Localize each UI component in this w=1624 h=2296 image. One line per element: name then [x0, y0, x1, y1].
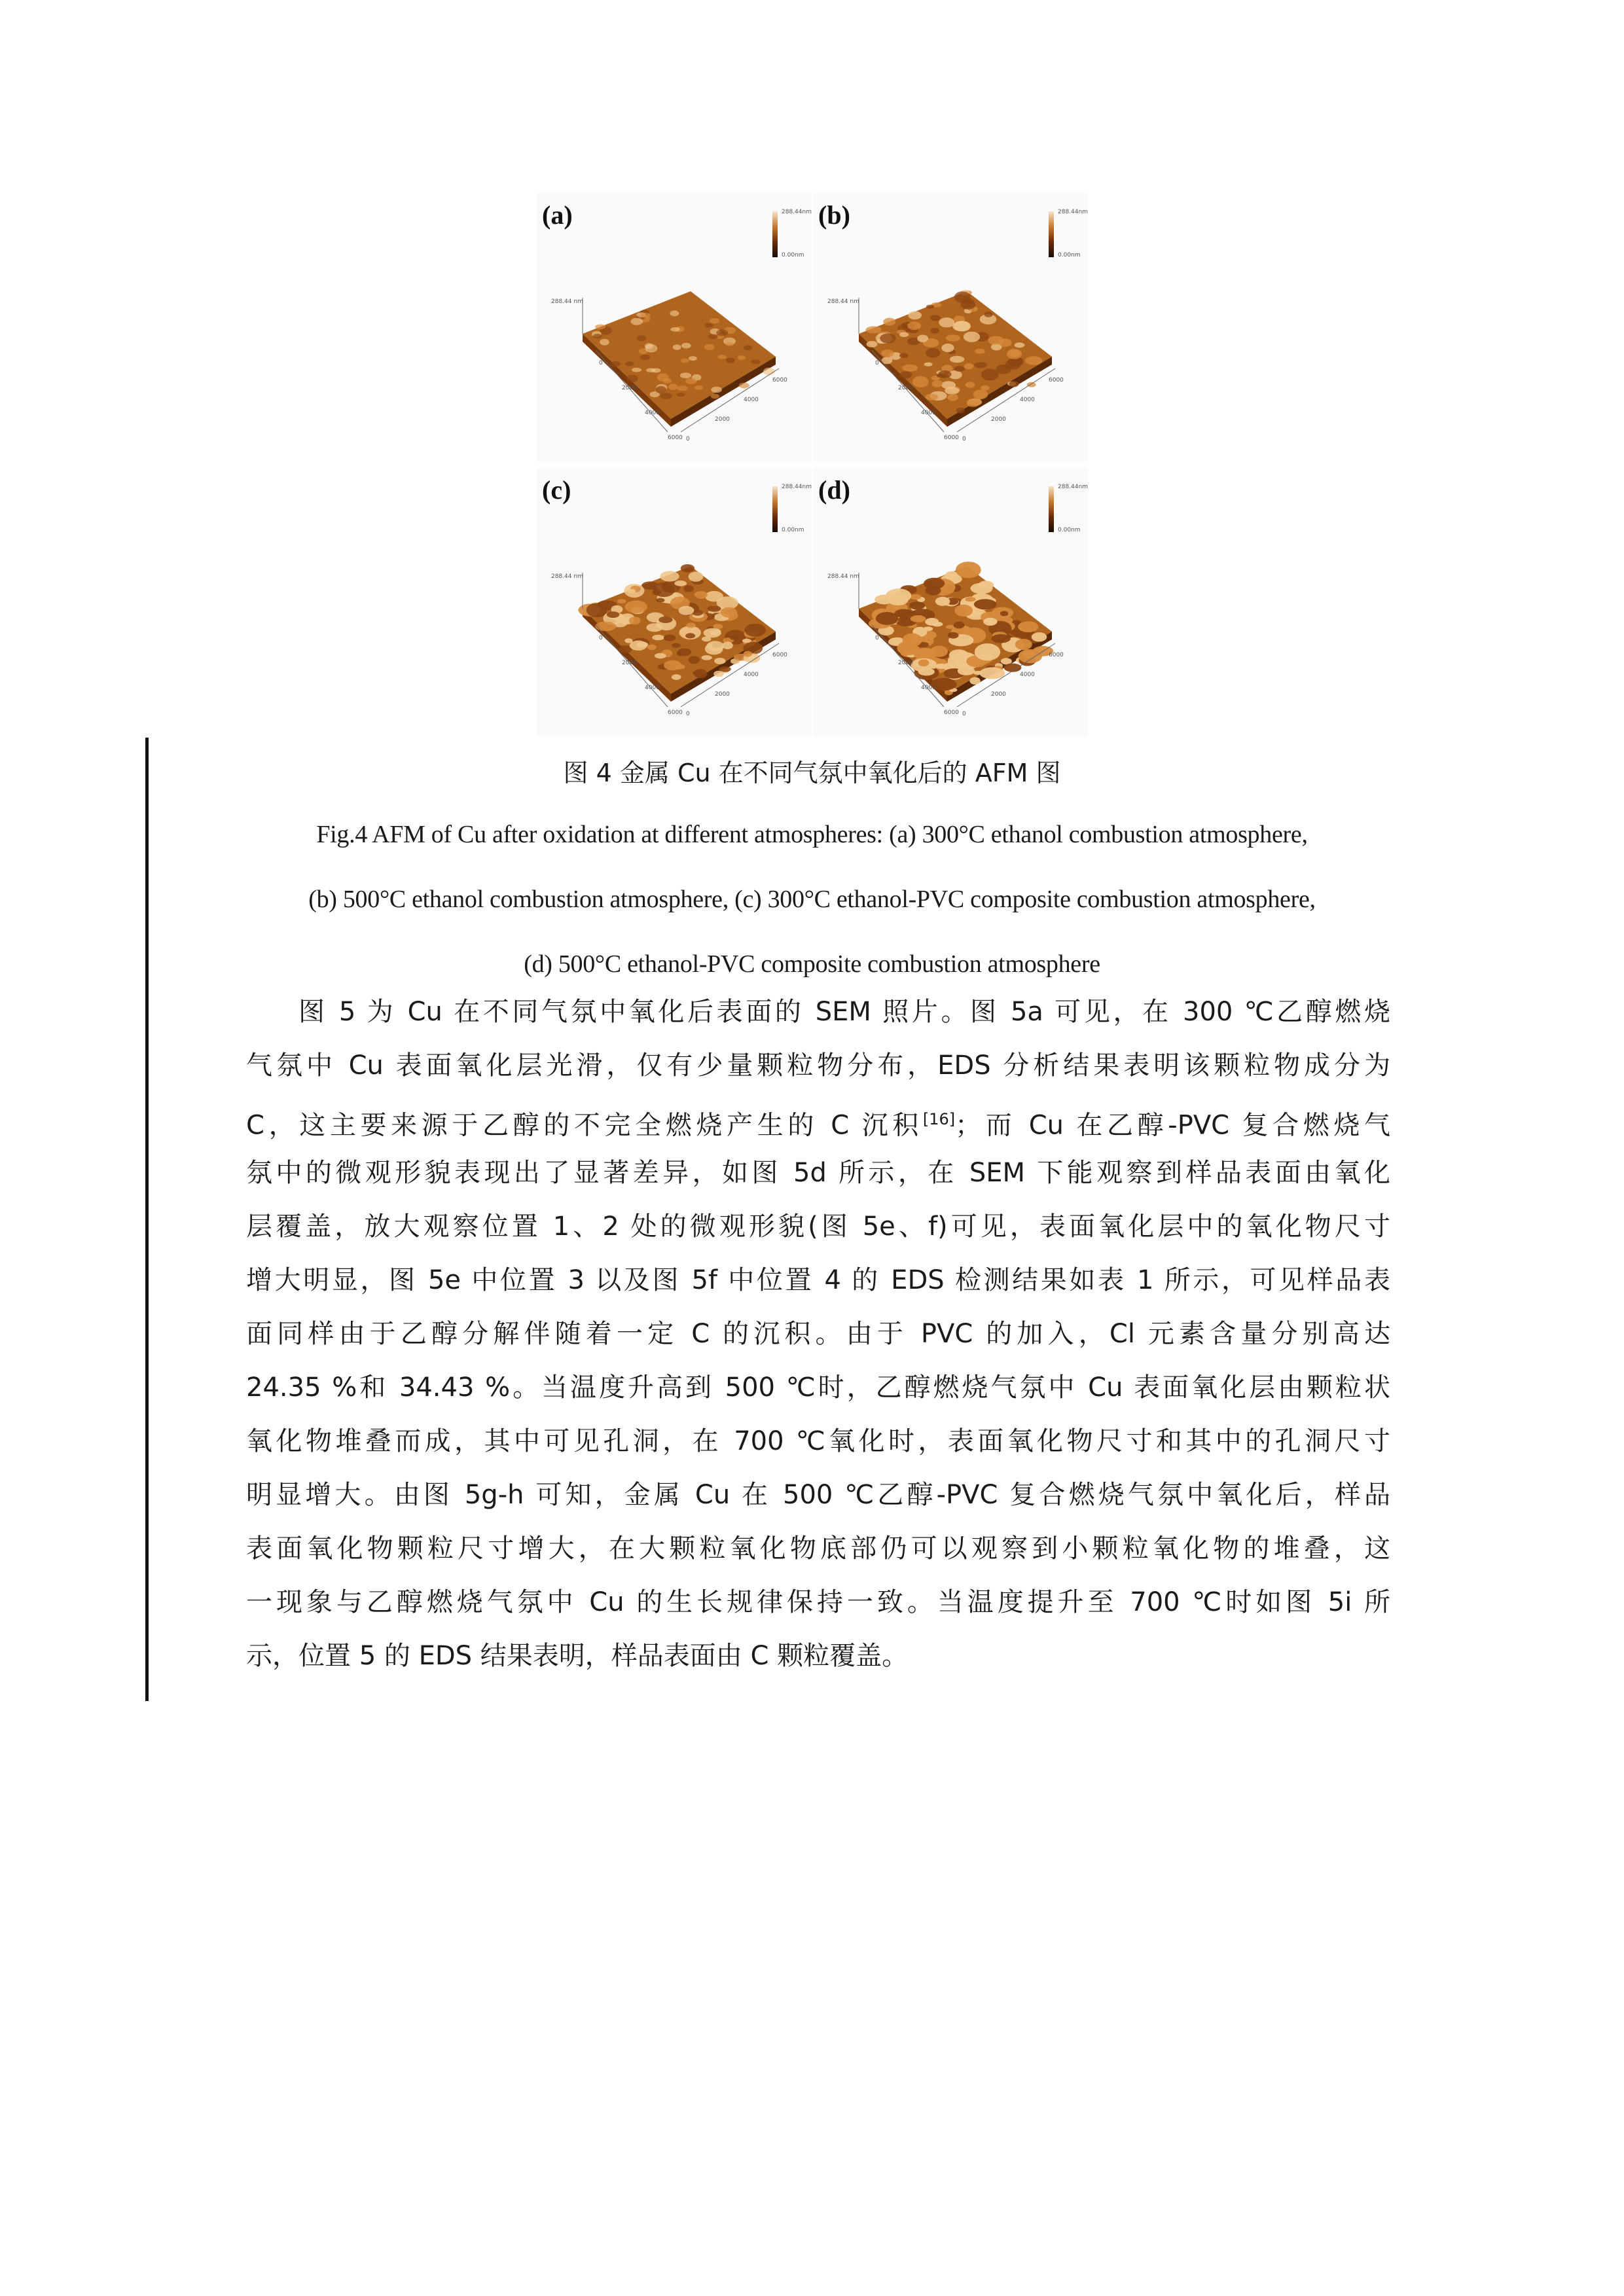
- afm-grain: [973, 389, 988, 399]
- colorbar-min: 0.00nm: [782, 527, 804, 533]
- afm-grain: [917, 335, 928, 342]
- y-tick-label: 6000: [668, 709, 683, 716]
- afm-grain: [670, 327, 680, 332]
- afm-panel-c: [537, 468, 812, 736]
- afm-grain: [704, 628, 721, 638]
- colorbar-max: 288.44nm: [1058, 484, 1088, 490]
- y-tick-label: 2000: [898, 660, 913, 666]
- afm-grain: [946, 625, 954, 629]
- paragraph-line: 氛中的微观形貌表现出了显著差异，如图 5d 所示，在 SEM 下能观察到样品表面由氧化: [246, 1158, 1390, 1188]
- afm-grain: [974, 362, 987, 368]
- afm-grain: [974, 599, 997, 609]
- afm-grain: [739, 383, 749, 389]
- afm-grain: [711, 394, 719, 399]
- afm-grain: [975, 349, 985, 354]
- afm-grain: [625, 361, 634, 366]
- afm-figure: [537, 193, 1088, 736]
- afm-grain: [704, 323, 713, 328]
- x-tick-label: 6000: [772, 652, 787, 658]
- afm-grain: [685, 633, 695, 638]
- afm-grain: [930, 328, 939, 334]
- paragraph-line: 氧化物堆叠而成，其中可见孔洞，在 700 ℃氧化时，表面氧化物尺寸和其中的孔洞尺寸: [246, 1426, 1390, 1456]
- afm-grain: [866, 326, 882, 333]
- afm-grain: [629, 617, 641, 624]
- afm-grain: [688, 656, 700, 664]
- paragraph-line: 面同样由于乙醇分解伴随着一定 C 的沉积。由于 PVC 的加入，Cl 元素含量分别高达: [246, 1319, 1390, 1349]
- afm-grain: [975, 643, 1000, 660]
- x-tick-label: 6000: [1049, 652, 1064, 658]
- y-tick-label: 0: [599, 635, 603, 641]
- afm-grain: [983, 618, 997, 626]
- afm-grain: [958, 666, 975, 675]
- x-tick-label: 4000: [1020, 672, 1035, 678]
- afm-grain: [721, 607, 737, 618]
- afm-grain: [1025, 356, 1042, 365]
- afm-grain: [632, 368, 641, 372]
- afm-grain: [979, 581, 994, 589]
- afm-grain: [903, 634, 922, 647]
- y-tick-label: 4000: [645, 410, 660, 416]
- afm-grain: [677, 649, 691, 656]
- x-tick-label: 6000: [1049, 377, 1064, 384]
- x-tick-label: 0: [962, 436, 966, 442]
- afm-grain: [689, 571, 704, 581]
- afm-grain: [984, 312, 993, 317]
- figure-caption-en-line1: Fig.4 AFM of Cu after oxidation at different atmospheres: (a) 300°C ethanol combustion atmosphere,: [316, 821, 1308, 848]
- afm-grain: [965, 382, 975, 387]
- z-axis-label: 288.44 nm: [551, 298, 583, 305]
- afm-grain: [630, 318, 643, 325]
- afm-grain: [1007, 349, 1022, 359]
- x-tick-label: 0: [686, 436, 690, 442]
- afm-grain: [996, 365, 1011, 374]
- x-tick-label: 2000: [991, 416, 1006, 423]
- afm-grain: [939, 317, 954, 327]
- afm-panel-b: [813, 193, 1088, 461]
- afm-grain: [713, 671, 723, 677]
- afm-grain: [1009, 381, 1019, 387]
- afm-grain: [641, 313, 651, 317]
- paragraph-text: C，这主要来源于乙醇的不完全燃烧产生的 C 沉积: [246, 1110, 923, 1141]
- paragraph-line: 表面氧化物颗粒尺寸增大，在大颗粒氧化物底部仍可以观察到小颗粒氧化物的堆叠，这: [246, 1534, 1390, 1564]
- afm-grain: [617, 599, 626, 603]
- afm-grain: [930, 315, 941, 321]
- afm-grain: [949, 649, 969, 661]
- panel-label-d: (d): [818, 475, 850, 505]
- afm-grain: [912, 376, 929, 387]
- afm-grain: [702, 655, 712, 660]
- paragraph-line: 一现象与乙醇燃烧气氛中 Cu 的生长规律保持一致。当温度提升至 700 ℃时如图 5i 所: [246, 1587, 1390, 1617]
- afm-panel-a: [537, 193, 812, 461]
- afm-grain: [628, 589, 636, 594]
- afm-grain: [707, 641, 725, 651]
- afm-grain: [685, 378, 696, 384]
- afm-grain: [653, 583, 675, 597]
- afm-grain: [935, 597, 950, 606]
- colorbar-min: 0.00nm: [1058, 252, 1081, 259]
- paragraph-line: 明显增大。由图 5g-h 可知，金属 Cu 在 500 ℃乙醇-PVC 复合燃烧气氛中氧化后，样品: [246, 1480, 1390, 1510]
- afm-grain: [626, 375, 638, 383]
- afm-grain: [925, 394, 938, 401]
- afm-grain: [679, 606, 695, 615]
- afm-grain: [918, 659, 929, 666]
- x-tick-label: 2000: [991, 691, 1006, 698]
- afm-grain: [725, 342, 734, 346]
- afm-grain: [981, 368, 999, 380]
- afm-grain: [716, 329, 728, 336]
- paragraph-line: 示，位置 5 的 EDS 结果表明，样品表面由 C 颗粒覆盖。: [246, 1641, 909, 1671]
- afm-grain: [1027, 382, 1036, 387]
- afm-grain: [1015, 639, 1032, 650]
- panel-label-b: (b): [818, 200, 850, 230]
- afm-grain: [670, 310, 679, 316]
- afm-grain: [899, 353, 909, 358]
- afm-surface-d: [813, 468, 1088, 736]
- afm-grain: [931, 646, 948, 657]
- z-axis-label: 288.44 nm: [551, 573, 583, 580]
- afm-grain: [677, 386, 688, 391]
- y-tick-label: 4000: [921, 685, 936, 691]
- x-tick-label: 0: [962, 711, 966, 717]
- y-tick-label: 0: [875, 635, 879, 641]
- afm-grain: [948, 632, 959, 639]
- afm-grain: [607, 611, 619, 618]
- afm-grain: [946, 334, 960, 341]
- afm-grain: [935, 664, 947, 669]
- paragraph-line: 气氛中 Cu 表面氧化层光滑，仅有少量颗粒物分布，EDS 分析结果表明该颗粒物成分为: [246, 1050, 1390, 1081]
- afm-grain: [683, 585, 694, 592]
- colorbar-max: 288.44nm: [782, 209, 812, 215]
- afm-grain: [593, 334, 602, 338]
- afm-grain: [941, 381, 956, 389]
- paragraph-line: 增大明显，图 5e 中位置 3 以及图 5f 中位置 4 的 EDS 检测结果如表 1 所示，可见样品表: [246, 1265, 1390, 1295]
- colorbar-min: 0.00nm: [782, 252, 804, 259]
- afm-grain: [1018, 621, 1038, 632]
- afm-grain: [646, 623, 662, 632]
- y-tick-label: 2000: [622, 385, 637, 391]
- afm-grain: [911, 594, 922, 600]
- afm-grain: [722, 641, 733, 649]
- x-tick-label: 4000: [1020, 397, 1035, 403]
- afm-surface-a: [537, 193, 812, 461]
- x-tick-label: 0: [686, 711, 690, 717]
- revision-change-bar: [145, 738, 149, 1701]
- afm-grain: [676, 664, 685, 670]
- x-tick-label: 4000: [744, 397, 759, 403]
- afm-surface-b: [813, 193, 1088, 461]
- paragraph-text: ；而 Cu 在乙醇-PVC 复合燃烧气: [955, 1110, 1390, 1141]
- afm-grain: [956, 562, 981, 578]
- afm-grain: [738, 355, 746, 360]
- afm-grain: [672, 674, 681, 680]
- afm-grain: [925, 586, 941, 595]
- afm-grain: [680, 372, 691, 378]
- afm-grain: [909, 601, 925, 609]
- afm-grain: [900, 371, 912, 378]
- afm-grain: [695, 591, 708, 599]
- afm-grain: [718, 355, 727, 359]
- afm-grain: [952, 578, 960, 582]
- paragraph-line: 24.35 %和 34.43 %。当温度升高到 500 ℃时，乙醇燃烧气氛中 Cu 表面氧化层由颗粒状: [246, 1372, 1390, 1403]
- afm-grain: [867, 341, 878, 348]
- afm-grain: [881, 350, 894, 357]
- afm-grain: [689, 356, 697, 361]
- afm-grain: [1032, 632, 1047, 641]
- afm-grain: [729, 635, 738, 640]
- afm-grain: [988, 336, 1003, 344]
- afm-grain: [655, 653, 666, 658]
- afm-grain: [965, 597, 976, 601]
- y-tick-label: 6000: [944, 709, 959, 716]
- afm-grain: [659, 617, 672, 623]
- afm-grain: [1015, 342, 1025, 348]
- body-paragraph: [246, 985, 1390, 1683]
- afm-grain: [745, 624, 766, 637]
- afm-grain: [1019, 649, 1042, 663]
- afm-grain: [941, 344, 954, 352]
- figure-caption-en-line3: (d) 500°C ethanol-PVC composite combustion atmosphere: [524, 950, 1100, 978]
- afm-grain: [751, 359, 761, 364]
- afm-grain: [926, 305, 934, 309]
- colorbar-max: 288.44nm: [782, 484, 812, 490]
- afm-grain: [947, 394, 958, 401]
- afm-grain: [952, 321, 970, 332]
- afm-grain: [886, 588, 911, 603]
- afm-grain: [664, 635, 676, 641]
- x-tick-label: 2000: [715, 691, 730, 698]
- afm-grain: [673, 344, 681, 350]
- paragraph-line: [246, 1092, 1390, 1146]
- y-tick-label: 6000: [944, 435, 959, 441]
- afm-grain: [708, 605, 721, 611]
- afm-grain: [595, 622, 616, 632]
- afm-grain: [926, 348, 940, 358]
- afm-grain: [726, 357, 735, 363]
- afm-grain: [960, 300, 975, 310]
- afm-grain: [645, 344, 658, 352]
- afm-grain: [710, 318, 719, 324]
- afm-grain: [647, 645, 657, 651]
- afm-grain: [681, 564, 695, 572]
- afm-grain: [744, 345, 752, 350]
- afm-grain: [954, 622, 965, 629]
- afm-grain: [674, 581, 687, 586]
- afm-grain: [907, 321, 921, 330]
- y-tick-label: 2000: [622, 660, 637, 666]
- afm-grain: [969, 677, 980, 685]
- afm-grain: [694, 669, 708, 678]
- afm-grain: [676, 393, 685, 397]
- x-tick-label: 2000: [715, 416, 730, 423]
- afm-grain: [876, 612, 898, 625]
- afm-grain: [923, 626, 933, 631]
- y-tick-label: 4000: [645, 685, 660, 691]
- afm-grain: [1012, 620, 1020, 624]
- afm-grain: [708, 334, 718, 339]
- afm-grain: [979, 668, 1005, 679]
- y-tick-label: 4000: [921, 410, 936, 416]
- afm-grain: [992, 634, 1011, 643]
- figure-caption-cn: 图 4 金属 Cu 在不同气氛中氧化后的 AFM 图: [563, 759, 1061, 787]
- afm-grain: [704, 344, 715, 350]
- afm-grain: [911, 615, 926, 622]
- z-axis-label: 288.44 nm: [827, 573, 859, 580]
- afm-grain: [600, 339, 609, 346]
- afm-grain: [964, 363, 973, 370]
- afm-grain: [932, 380, 943, 387]
- panel-label-c: (c): [542, 475, 571, 505]
- afm-grain: [932, 622, 943, 627]
- afm-grain: [954, 605, 973, 617]
- x-tick-label: 6000: [772, 377, 787, 384]
- afm-grain: [742, 639, 751, 643]
- afm-grain: [640, 355, 651, 360]
- afm-grain: [964, 332, 980, 342]
- afm-grain: [595, 325, 605, 330]
- colorbar-min: 0.00nm: [1058, 527, 1081, 533]
- afm-grain: [705, 591, 723, 601]
- afm-surface-c: [537, 468, 812, 736]
- afm-grain: [763, 368, 775, 375]
- x-tick-label: 4000: [744, 672, 759, 678]
- afm-grain: [668, 384, 677, 390]
- afm-grain: [883, 318, 895, 326]
- afm-grain: [610, 361, 621, 367]
- afm-grain: [956, 408, 965, 414]
- y-tick-label: 2000: [898, 385, 913, 391]
- afm-grain: [656, 598, 664, 603]
- afm-panel-d: [813, 468, 1088, 736]
- afm-grain: [672, 643, 681, 648]
- afm-grain: [903, 365, 918, 372]
- afm-grain: [637, 335, 646, 341]
- afm-grain: [899, 332, 909, 337]
- colorbar-max: 288.44nm: [1058, 209, 1088, 215]
- afm-grain: [880, 333, 896, 343]
- afm-grain: [686, 622, 696, 628]
- paragraph-line: 层覆盖，放大观察位置 1、2 处的微观形貌(图 5e、f)可见，表面氧化层中的氧化物尺寸: [246, 1211, 1390, 1242]
- afm-grain: [937, 374, 946, 378]
- afm-grain: [656, 386, 666, 393]
- afm-grain: [660, 393, 672, 399]
- afm-grain: [743, 651, 752, 657]
- y-tick-label: 6000: [668, 435, 683, 441]
- y-tick-label: 0: [875, 360, 879, 367]
- panel-label-a: (a): [542, 200, 573, 230]
- afm-grain: [967, 401, 979, 407]
- afm-grain: [908, 311, 922, 319]
- y-tick-label: 0: [599, 360, 603, 367]
- afm-grain: [625, 600, 647, 613]
- afm-grain: [657, 373, 669, 382]
- afm-grain: [954, 366, 965, 372]
- z-axis-label: 288.44 nm: [827, 298, 859, 305]
- afm-grain: [714, 658, 726, 664]
- afm-grain: [711, 387, 722, 393]
- afm-grain: [660, 571, 679, 581]
- afm-grain: [924, 363, 933, 367]
- afm-grain: [586, 603, 607, 617]
- afm-grain: [630, 641, 647, 651]
- paragraph-line: 图 5 为 Cu 在不同气氛中氧化后表面的 SEM 照片。图 5a 可见，在 300 ℃乙醇燃烧: [298, 997, 1390, 1027]
- afm-grain: [681, 343, 691, 349]
- afm-grain: [681, 359, 689, 363]
- afm-grain: [1000, 611, 1008, 616]
- figure-caption-en-line2: (b) 500°C ethanol combustion atmosphere, (c) 300°C ethanol-PVC composite combustion atmosphere,: [308, 886, 1316, 913]
- afm-grain: [695, 386, 703, 390]
- afm-grain: [918, 668, 935, 675]
- afm-grain: [950, 356, 964, 363]
- citation-ref: [16]: [922, 1110, 956, 1128]
- afm-grain: [646, 368, 655, 372]
- afm-grain: [652, 635, 664, 641]
